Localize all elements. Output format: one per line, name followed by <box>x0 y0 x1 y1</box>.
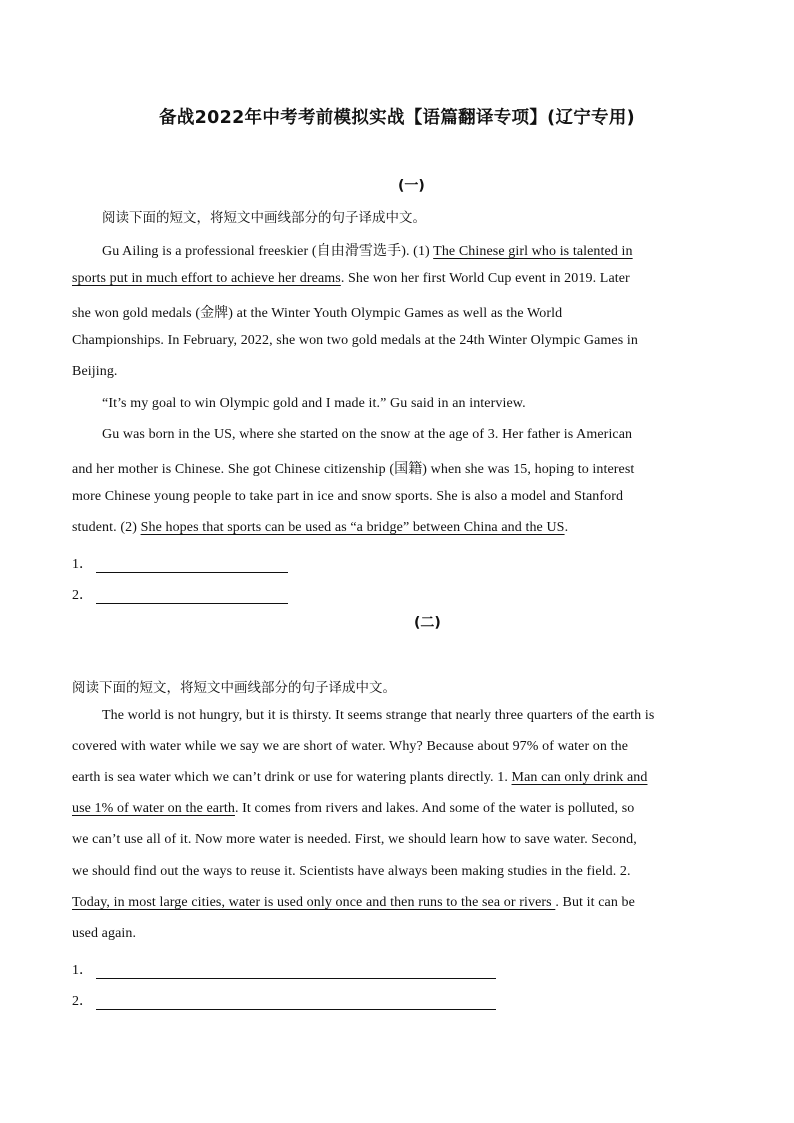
answer-number: 2． <box>72 994 93 1009</box>
passage-line <box>72 739 628 755</box>
passage-text: more Chinese young people to take part in ice and snow sports. She is also a model and Stanford <box>72 489 624 504</box>
passage-text: Beijing. <box>72 364 118 379</box>
answer-number: 1． <box>72 963 93 978</box>
passage-line <box>72 520 568 536</box>
passage-line <box>72 302 562 322</box>
passage-text: The world is not hungry, but it is thirsty. It seems strange that nearly three quarters of the earth is <box>102 708 655 723</box>
section-2-heading: (二) <box>414 615 441 631</box>
passage-line <box>72 864 631 880</box>
passage-text: we can’t use all of it. Now more water is needed. First, we should learn how to save water. Second, <box>72 832 637 847</box>
section-2-instruction: 阅读下面的短文，将短文中画线部分的句子译成中文。 <box>72 680 396 696</box>
underlined-sentence: sports put in much effort to achieve her dreams <box>72 271 341 286</box>
passage-text: . She won her first World Cup event in 2019. Later <box>340 271 630 286</box>
passage-text: student. (2) <box>72 520 141 535</box>
passage-line <box>72 333 638 349</box>
answer-row <box>72 959 496 979</box>
underlined-sentence: Today, in most large cities, water is used only once and then runs to the sea or rivers <box>72 895 556 910</box>
passage-text: Championships. In February, 2022, she won two gold medals at the 24th Winter Olympic Games in <box>72 333 638 348</box>
answer-blank[interactable] <box>96 589 288 604</box>
answer-blank[interactable] <box>96 995 496 1010</box>
passage-text: “It’s my goal to win Olympic gold and I made it.” Gu said in an interview. <box>102 396 526 411</box>
passage-text: . But it can be <box>555 895 635 910</box>
answer-row <box>72 584 288 604</box>
underlined-sentence: Man can only drink and <box>511 770 648 785</box>
passage-line <box>72 895 635 911</box>
answer-number: 1． <box>72 557 93 572</box>
passage-line <box>72 832 637 848</box>
passage-text: and her mother is Chinese. She got Chinese citizenship (国籍) when she was 15, hoping to interest <box>72 462 635 477</box>
answer-blank[interactable] <box>96 558 288 573</box>
passage-text: Gu Ailing is a professional freeskier (自由滑雪选手). (1) <box>102 244 434 259</box>
answer-number: 2． <box>72 588 93 603</box>
passage-line <box>102 708 654 724</box>
passage-text: used again. <box>72 926 137 941</box>
passage-line <box>72 926 136 942</box>
answer-blank[interactable] <box>96 964 496 979</box>
section-1-instruction: 阅读下面的短文，将短文中画线部分的句子译成中文。 <box>102 210 426 226</box>
passage-text: earth is sea water which we can’t drink or use for watering plants directly. 1. <box>72 770 512 785</box>
passage-text: . It comes from rivers and lakes. And some of the water is polluted, so <box>234 801 635 816</box>
passage-line <box>72 489 623 505</box>
underlined-sentence: She hopes that sports can be used as “a bridge” between China and the US <box>140 520 565 535</box>
answer-row <box>72 553 288 573</box>
passage-line <box>72 801 634 817</box>
passage-text: . <box>564 520 569 535</box>
page-title: 备战2022年中考考前模拟实战【语篇翻译专项】(辽宁专用) <box>159 108 635 128</box>
passage-text: covered with water while we say we are short of water. Why? Because about 97% of water on the <box>72 739 629 754</box>
underlined-sentence: use 1% of water on the earth <box>72 801 235 816</box>
passage-text: we should find out the ways to reuse it. Scientists have always been making studies in the field. 2. <box>72 864 631 879</box>
passage-text: she won gold medals (金牌) at the Winter Youth Olympic Games as well as the World <box>72 306 563 321</box>
underlined-sentence: The Chinese girl who is talented in <box>433 244 633 259</box>
answer-row <box>72 990 496 1010</box>
passage-line <box>102 427 632 443</box>
passage-line <box>72 271 630 287</box>
passage-line <box>72 458 634 478</box>
passage-line <box>72 364 118 380</box>
passage-line <box>102 396 526 412</box>
section-1-heading: (一) <box>398 178 425 194</box>
passage-line <box>72 770 647 786</box>
passage-line <box>102 240 633 260</box>
passage-text: Gu was born in the US, where she started on the snow at the age of 3. Her father is American <box>102 427 633 442</box>
